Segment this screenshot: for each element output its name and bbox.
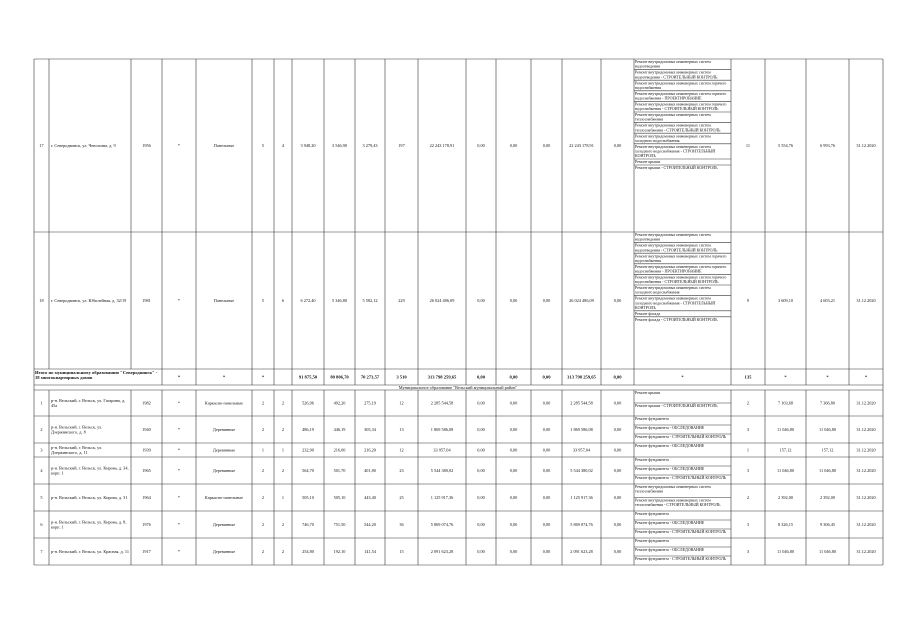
limit-per-m2-cell: 11 046,80 — [818, 467, 837, 473]
area-total-cell: 526,96 — [302, 400, 314, 406]
owners-cell: 1 869 586,08 — [570, 426, 593, 432]
year-cell: 1940 — [142, 426, 151, 432]
work-item-line: Ремонт крыши - СТРОИТЕЛЬНЫЙ КОНТРОЛЬ — [635, 403, 718, 409]
work-item-line: Ремонт фундамента - ОБСЛЕДОВАНИЕ — [635, 466, 705, 472]
work-item-line: Ремонт фундамента - СТРОИТЕЛЬНЫЙ КОНТРОЛЬ — [635, 475, 727, 481]
dash-cell: * — [177, 521, 181, 527]
total-other: 0,00 — [542, 374, 551, 380]
work-item-line: холодного водоснабжения - СТРОИТЕЛЬНЫЙ — [635, 300, 716, 306]
address-cell-line: р-н. Вельский, г. Вельск, ул. Кирова, д. 8, — [51, 519, 127, 525]
work-item-line: Ремонт фундамента - ОБСЛЕДОВАНИЕ — [635, 547, 705, 553]
material-cell: Панельные — [213, 142, 235, 148]
work-item-line: Ремонт внутридомовых инженерных систем — [635, 112, 711, 118]
total-year: * — [177, 374, 181, 380]
other-cell: 0,00 — [542, 494, 551, 500]
budget-cell: 0,00 — [509, 447, 518, 453]
address-cell-line: корп. 1 — [51, 524, 64, 530]
work-item-line: водоснабжения - ПРОЕКТИРОВАНИЕ — [635, 95, 702, 101]
work-item-line: водоснабжения — [635, 257, 662, 263]
cost-total-cell: 5 869 074,76 — [430, 521, 454, 527]
owners-cell: 2 091 623,28 — [570, 548, 593, 554]
year-cell: 1917 — [142, 548, 151, 554]
work-item-line: Ремонт внутридомовых инженерных систем — [635, 143, 711, 149]
area-common-cell: 5 346,80 — [331, 297, 348, 303]
cost-total-cell: 2 285 544,58 — [430, 400, 454, 406]
address-cell-line: р-н. Вельский, г. Вельск, ул. Кирова, д. 34, — [51, 465, 129, 471]
no-cell: 6 — [40, 521, 43, 527]
work-item-line: Ремонт внутридомовых инженерных систем горячего — [635, 263, 727, 269]
cost-per-m2-cell: 11 046,80 — [776, 548, 795, 554]
other-cell: 0,00 — [542, 521, 551, 527]
work-item-line: теплоснабжения - СТРОИТЕЛЬНЫЙ КОНТРОЛЬ — [635, 502, 721, 508]
cost-total-cell: 22 243 178,91 — [429, 142, 455, 148]
total-residents: 3 510 — [396, 374, 407, 380]
entrances-cell: 2 — [281, 521, 285, 527]
residents-cell: 12 — [399, 400, 404, 406]
total-budget: 0,00 — [509, 374, 518, 380]
work-item-line: Ремонт внутридомовых инженерных систем горячего — [635, 90, 727, 96]
entrances-cell: 2 — [281, 426, 285, 432]
cost-per-m2-cell: 5 554,76 — [777, 142, 794, 148]
entrances-cell: 1 — [281, 447, 285, 453]
area-residential-cell: 401,80 — [364, 467, 376, 473]
material-cell: Каркасно-панельные — [204, 400, 244, 406]
municipality-title: Муниципальное образование "Вельский муниципальный район" — [398, 385, 518, 390]
table-cells — [35, 59, 876, 561]
floors-cell: 5 — [261, 142, 265, 148]
work-item-line: теплоснабжения — [635, 488, 663, 494]
extra-cell: 0,00 — [613, 426, 622, 432]
limit-per-m2-cell: 11 046,80 — [818, 548, 837, 554]
total-works: * — [681, 374, 684, 380]
work-item-line: Ремонт фундамента - ОБСЛЕДОВАНИЕ — [635, 443, 705, 449]
dash-cell: * — [177, 467, 181, 473]
residents-cell: 36 — [399, 521, 404, 527]
work-item-line: КОНТРОЛЬ — [635, 153, 656, 159]
area-total-cell: 486,19 — [302, 426, 314, 432]
floors-cell: 2 — [261, 548, 265, 554]
material-cell: Панельные — [213, 297, 235, 303]
deadline-cell: 31.12.2020 — [856, 494, 876, 500]
count-cell: 2 — [746, 494, 750, 500]
work-item-line: Ремонт фундамента - СТРОИТЕЛЬНЫЙ КОНТРОЛЬ — [635, 556, 727, 562]
extra-cell: 0,00 — [613, 467, 622, 473]
total-area-total: 91 875,50 — [298, 374, 318, 380]
owners-cell: 5 544 380,02 — [570, 467, 593, 473]
area-residential-cell: 216,20 — [364, 447, 376, 453]
residents-cell: 25 — [399, 494, 404, 500]
work-item-line: Ремонт фундамента - ОБСЛЕДОВАНИЕ — [635, 425, 705, 431]
entrances-cell: 1 — [281, 494, 285, 500]
work-item-line: Ремонт внутридомовых инженерных систем горячего — [635, 274, 727, 280]
area-total-cell: 254,80 — [302, 548, 314, 554]
count-cell: 3 — [746, 467, 750, 473]
work-item-line: теплоснабжения — [635, 116, 663, 122]
cost-per-m2-cell: 2 392,00 — [777, 494, 794, 500]
area-residential-cell: 305,34 — [364, 426, 376, 432]
area-common-cell: 3 546,90 — [331, 142, 348, 148]
total-deadline: * — [864, 374, 868, 380]
no-cell: 18 — [39, 297, 44, 303]
address-cell-line: Дзержинского, д. 11 — [51, 450, 88, 455]
material-cell: Деревянные — [212, 467, 236, 473]
deadline-cell: 31.12.2020 — [856, 521, 876, 527]
other-cell: 0,00 — [542, 467, 551, 473]
area-common-cell: 216,00 — [333, 447, 346, 453]
total-label-line: Итого по муниципальному образованию "Северодвинск" - — [35, 370, 158, 375]
cost-per-m2-cell: 3 609,10 — [777, 297, 794, 303]
floors-cell: 2 — [261, 494, 265, 500]
area-common-cell: 192,10 — [333, 548, 346, 554]
count-cell: 1 — [746, 447, 750, 453]
dash-cell: * — [177, 426, 181, 432]
owners-cell: 5 869 074,76 — [570, 521, 593, 527]
dash-cell: * — [177, 447, 181, 453]
limit-per-m2-cell: 4 603,21 — [819, 297, 836, 303]
extra-cell: 0,00 — [613, 447, 622, 453]
work-item-line: Ремонт внутридомовых инженерных систем — [635, 69, 711, 75]
work-item-line: Ремонт крыши — [635, 159, 661, 165]
owners-cell: 22 243 178,91 — [569, 142, 594, 148]
work-item-line: водоотведения — [635, 63, 660, 69]
total-label-line: 18 многоквартирных домов — [35, 375, 93, 380]
deadline-cell: 31.12.2020 — [856, 297, 876, 303]
work-item-line: Ремонт фундамента — [635, 511, 669, 517]
work-item-line: холодного водоснабжения — [635, 137, 680, 143]
work-item-line: Ремонт фасада — [635, 310, 661, 316]
year-cell: 1965 — [142, 467, 151, 473]
area-residential-cell: 544,20 — [364, 521, 376, 527]
deadline-cell: 31.12.2020 — [856, 142, 876, 148]
work-item-line: Ремонт внутридомовых инженерных систем горячего — [635, 101, 727, 107]
area-total-cell: 505,10 — [302, 494, 314, 500]
area-total-cell: 3 948,20 — [300, 142, 316, 148]
budget-cell: 0,00 — [509, 297, 518, 303]
other-cell: 0,00 — [542, 400, 551, 406]
no-cell: 3 — [40, 447, 43, 453]
no-cell: 5 — [40, 494, 43, 500]
other-cell: 0,00 — [542, 142, 551, 148]
budget-cell: 0,00 — [509, 548, 518, 554]
total-area-common: 80 806,70 — [330, 374, 349, 380]
total-cost-total: 313 798 259,65 — [427, 374, 457, 380]
dash-cell: * — [177, 494, 181, 500]
work-item-line: Ремонт внутридомовых инженерных систем — [635, 295, 711, 301]
fund-cell: 0,00 — [477, 467, 485, 473]
deadline-cell: 31.12.2020 — [856, 467, 876, 473]
address-cell: г. Северодвинск, ул. Юбилейная, д. 32/19 — [51, 297, 127, 303]
work-item-line: водоотведения — [635, 236, 660, 242]
total-limit-per-m2: * — [826, 374, 829, 380]
year-cell: 1981 — [142, 297, 151, 303]
area-common-cell: 501,70 — [333, 467, 346, 473]
work-item-line: Ремонт внутридомовых инженерных систем — [635, 59, 711, 65]
year-cell: 1956 — [142, 142, 151, 148]
year-cell: 1982 — [142, 400, 151, 406]
residents-cell: 15 — [399, 548, 404, 554]
residents-cell: 12 — [399, 447, 404, 453]
work-item-line: Ремонт фасада - СТРОИТЕЛЬНЫЙ КОНТРОЛЬ — [635, 316, 718, 322]
total-owners: 313 798 259,65 — [567, 374, 596, 380]
area-common-cell: 751,50 — [333, 521, 346, 527]
entrances-cell: 2 — [281, 467, 285, 473]
no-cell: 4 — [40, 467, 43, 473]
residents-cell: 197 — [398, 142, 405, 148]
deadline-cell: 31.12.2020 — [856, 447, 876, 453]
floors-cell: 2 — [261, 521, 265, 527]
dash-cell: * — [177, 297, 181, 303]
address-cell-line: корп. 1 — [51, 470, 64, 476]
cost-total-cell: 26 024 486,09 — [429, 297, 455, 303]
year-cell: 1964 — [142, 494, 151, 500]
residents-cell: 229 — [398, 297, 405, 303]
work-item-line: водоснабжения - ПРОЕКТИРОВАНИЕ — [635, 268, 702, 274]
extra-cell: 0,00 — [613, 142, 622, 148]
total-dash: * — [222, 374, 226, 380]
budget-cell: 0,00 — [509, 142, 518, 148]
total-count: 135 — [744, 374, 752, 380]
cost-total-cell: 1 125 917,36 — [430, 494, 454, 500]
floors-cell: 2 — [261, 426, 265, 432]
no-cell: 7 — [40, 548, 43, 554]
fund-cell: 0,00 — [477, 494, 485, 500]
entrances-cell: 2 — [281, 400, 285, 406]
work-item-line: Ремонт внутридомовых инженерных систем — [635, 497, 711, 503]
material-cell: Деревянные — [212, 447, 236, 453]
other-cell: 0,00 — [542, 426, 551, 432]
budget-cell: 0,00 — [509, 400, 518, 406]
area-common-cell: 505,10 — [333, 494, 346, 500]
work-item-line: Ремонт внутридомовых инженерных систем — [635, 242, 711, 248]
extra-cell: 0,00 — [613, 494, 622, 500]
area-residential-cell: 141,54 — [364, 548, 376, 554]
total-area-residential: 70 273,57 — [360, 374, 380, 380]
dash-cell: * — [177, 548, 181, 554]
count-cell: 3 — [746, 426, 750, 432]
owners-cell: 33 957,04 — [572, 447, 591, 453]
work-item-line: КОНТРОЛЬ — [635, 304, 656, 310]
limit-per-m2-cell: 6 993,76 — [819, 142, 836, 148]
area-residential-cell: 5 582,12 — [362, 297, 378, 303]
work-item-line: Ремонт внутридомовых инженерных систем — [635, 232, 711, 238]
address-cell-line: р-н. Вельский, г. Вельск, ул. — [51, 424, 103, 430]
work-item-line: Ремонт фундамента — [635, 416, 669, 422]
deadline-cell: 31.12.2020 — [856, 400, 876, 406]
material-cell: Каркасно-панельные — [204, 494, 244, 500]
extra-cell: 0,00 — [613, 400, 622, 406]
extra-cell: 0,00 — [613, 548, 622, 554]
deadline-cell: 31.12.2020 — [856, 548, 876, 554]
budget-cell: 0,00 — [509, 521, 518, 527]
budget-cell: 0,00 — [509, 426, 518, 432]
area-residential-cell: 3 279,43 — [362, 142, 378, 148]
entrances-cell: 6 — [281, 297, 285, 303]
total-extra: 0,00 — [613, 374, 622, 380]
extra-cell: 0,00 — [613, 297, 622, 303]
work-item-line: Ремонт фундамента — [635, 457, 669, 463]
work-item-line: водоснабжения - СТРОИТЕЛЬНЫЙ КОНТРОЛЬ — [635, 279, 719, 285]
year-cell: 1976 — [142, 521, 151, 527]
cost-per-m2-cell: 11 046,80 — [776, 467, 795, 473]
total-fund: 0,00 — [476, 374, 486, 380]
work-item-line: Ремонт фундамента - СТРОИТЕЛЬНЫЙ КОНТРОЛЬ — [635, 529, 727, 535]
material-cell: Деревянные — [212, 521, 236, 527]
limit-per-m2-cell: 157,12 — [821, 447, 834, 453]
work-item-line: Ремонт фундамента - СТРОИТЕЛЬНЫЙ КОНТРОЛЬ — [635, 434, 727, 440]
fund-cell: 0,00 — [477, 142, 485, 148]
work-item-line: Ремонт внутридомовых инженерных систем — [635, 484, 711, 490]
work-item-line: Ремонт фундамента - ОБСЛЕДОВАНИЕ — [635, 520, 705, 526]
residents-cell: 23 — [399, 467, 404, 473]
material-cell: Деревянные — [212, 548, 236, 554]
fund-cell: 0,00 — [477, 447, 485, 453]
work-item-line: Ремонт внутридомовых инженерных систем горячего — [635, 253, 727, 259]
limit-per-m2-cell: 11 046,80 — [818, 426, 837, 432]
work-item-line: Ремонт внутридомовых инженерных систем — [635, 122, 711, 128]
area-common-cell: 446,19 — [333, 426, 346, 432]
work-item-line: Ремонт фундамента — [635, 538, 669, 544]
area-residential-cell: 275,19 — [364, 400, 376, 406]
address-cell-line: Дзержинского, д. 8 — [51, 429, 86, 435]
work-item-line: холодного водоснабжения — [635, 289, 680, 295]
table-grid — [34, 59, 883, 565]
count-cell: 9 — [746, 297, 750, 303]
owners-cell: 26 024 486,09 — [569, 297, 594, 303]
work-item-line: водоснабжения — [635, 84, 662, 90]
address-cell: р-н. Вельский, г. Вельск, ул. Кирова, д. 31 — [51, 494, 128, 500]
cost-total-cell: 33 957,04 — [433, 447, 451, 453]
area-total-cell: 6 272,40 — [300, 297, 316, 303]
cost-per-m2-cell: 11 046,80 — [776, 426, 795, 432]
budget-cell: 0,00 — [509, 467, 518, 473]
count-cell: 3 — [746, 521, 750, 527]
address-cell-line: 45а — [51, 403, 58, 408]
count-cell: 3 — [746, 548, 750, 554]
area-residential-cell: 443,40 — [364, 494, 376, 500]
work-item-line: холодного водоснабжения - СТРОИТЕЛЬНЫЙ — [635, 148, 716, 154]
area-total-cell: 232,90 — [302, 447, 314, 453]
area-total-cell: 564,70 — [302, 467, 314, 473]
address-cell: р-н. Вельский, г. Вельск, ул. Красная, д. 11 — [51, 548, 129, 554]
area-common-cell: 492,20 — [333, 400, 346, 406]
fund-cell: 0,00 — [477, 297, 485, 303]
fund-cell: 0,00 — [477, 426, 485, 432]
floors-cell: 2 — [261, 467, 265, 473]
limit-per-m2-cell: 9 306,45 — [819, 521, 836, 527]
dash-cell: * — [177, 142, 181, 148]
no-cell: 17 — [39, 142, 44, 148]
fund-cell: 0,00 — [477, 400, 485, 406]
area-total-cell: 746,70 — [302, 521, 314, 527]
work-item-line: Ремонт внутридомовых инженерных систем — [635, 133, 711, 139]
address-cell-line: р-н. Вельский, г. Вельск, ул. — [51, 444, 103, 450]
other-cell: 0,00 — [542, 447, 551, 453]
dash-cell: * — [177, 400, 181, 406]
work-item-line: теплоснабжения - СТРОИТЕЛЬНЫЙ КОНТРОЛЬ — [635, 127, 721, 133]
work-item-line: Ремонт крыши — [635, 390, 661, 396]
other-cell: 0,00 — [542, 548, 551, 554]
owners-cell: 1 125 917,36 — [570, 494, 593, 500]
entrances-cell: 2 — [281, 548, 285, 554]
fund-cell: 0,00 — [477, 521, 485, 527]
floors-cell: 2 — [261, 400, 265, 406]
fund-cell: 0,00 — [477, 548, 485, 554]
work-item-line: водоснабжения - СТРОИТЕЛЬНЫЙ КОНТРОЛЬ — [635, 106, 719, 112]
work-item-line: Ремонт внутридомовых инженерных систем — [635, 285, 711, 291]
total-floors: * — [261, 374, 265, 380]
address-cell-line: р-н. Вельский, г. Вельск, ул. Гагарина, д. — [51, 397, 126, 403]
deadline-cell: 31.12.2020 — [856, 426, 876, 432]
total-cost-per-m2: * — [784, 374, 787, 380]
cost-total-cell: 2 091 623,28 — [430, 548, 454, 554]
cost-per-m2-cell: 8 326,15 — [777, 521, 794, 527]
floors-cell: 5 — [261, 297, 265, 303]
cost-per-m2-cell: 7 103,68 — [777, 400, 794, 406]
count-cell: 2 — [746, 400, 750, 406]
cost-total-cell: 1 869 586,08 — [430, 426, 454, 432]
owners-cell: 2 285 544,58 — [570, 400, 593, 406]
count-cell: 11 — [745, 142, 751, 148]
work-item-line: Ремонт крыши - СТРОИТЕЛЬНЫЙ КОНТРОЛЬ — [635, 165, 718, 171]
work-item-line: водоотведения - СТРОИТЕЛЬНЫЙ КОНТРОЛЬ — [635, 247, 718, 253]
budget-cell: 0,00 — [509, 494, 518, 500]
work-item-line: водоотведения - СТРОИТЕЛЬНЫЙ КОНТРОЛЬ — [635, 74, 718, 80]
limit-per-m2-cell: 7 366,80 — [819, 400, 836, 406]
other-cell: 0,00 — [542, 297, 551, 303]
no-cell: 2 — [40, 426, 43, 432]
limit-per-m2-cell: 2 392,00 — [819, 494, 836, 500]
floors-cell: 1 — [261, 447, 265, 453]
cost-per-m2-cell: 157,12 — [779, 447, 792, 453]
extra-cell: 0,00 — [613, 521, 622, 527]
address-cell: г. Северодвинск, ул. Чеюскина, д. 9 — [51, 142, 116, 148]
cost-total-cell: 5 544 380,02 — [430, 467, 454, 473]
year-cell: 1939 — [142, 447, 151, 453]
entrances-cell: 4 — [281, 142, 285, 148]
material-cell: Деревянные — [212, 426, 236, 432]
residents-cell: 13 — [399, 426, 404, 432]
no-cell: 1 — [40, 400, 43, 406]
work-item-line: Ремонт внутридомовых инженерных систем горячего — [635, 80, 727, 86]
